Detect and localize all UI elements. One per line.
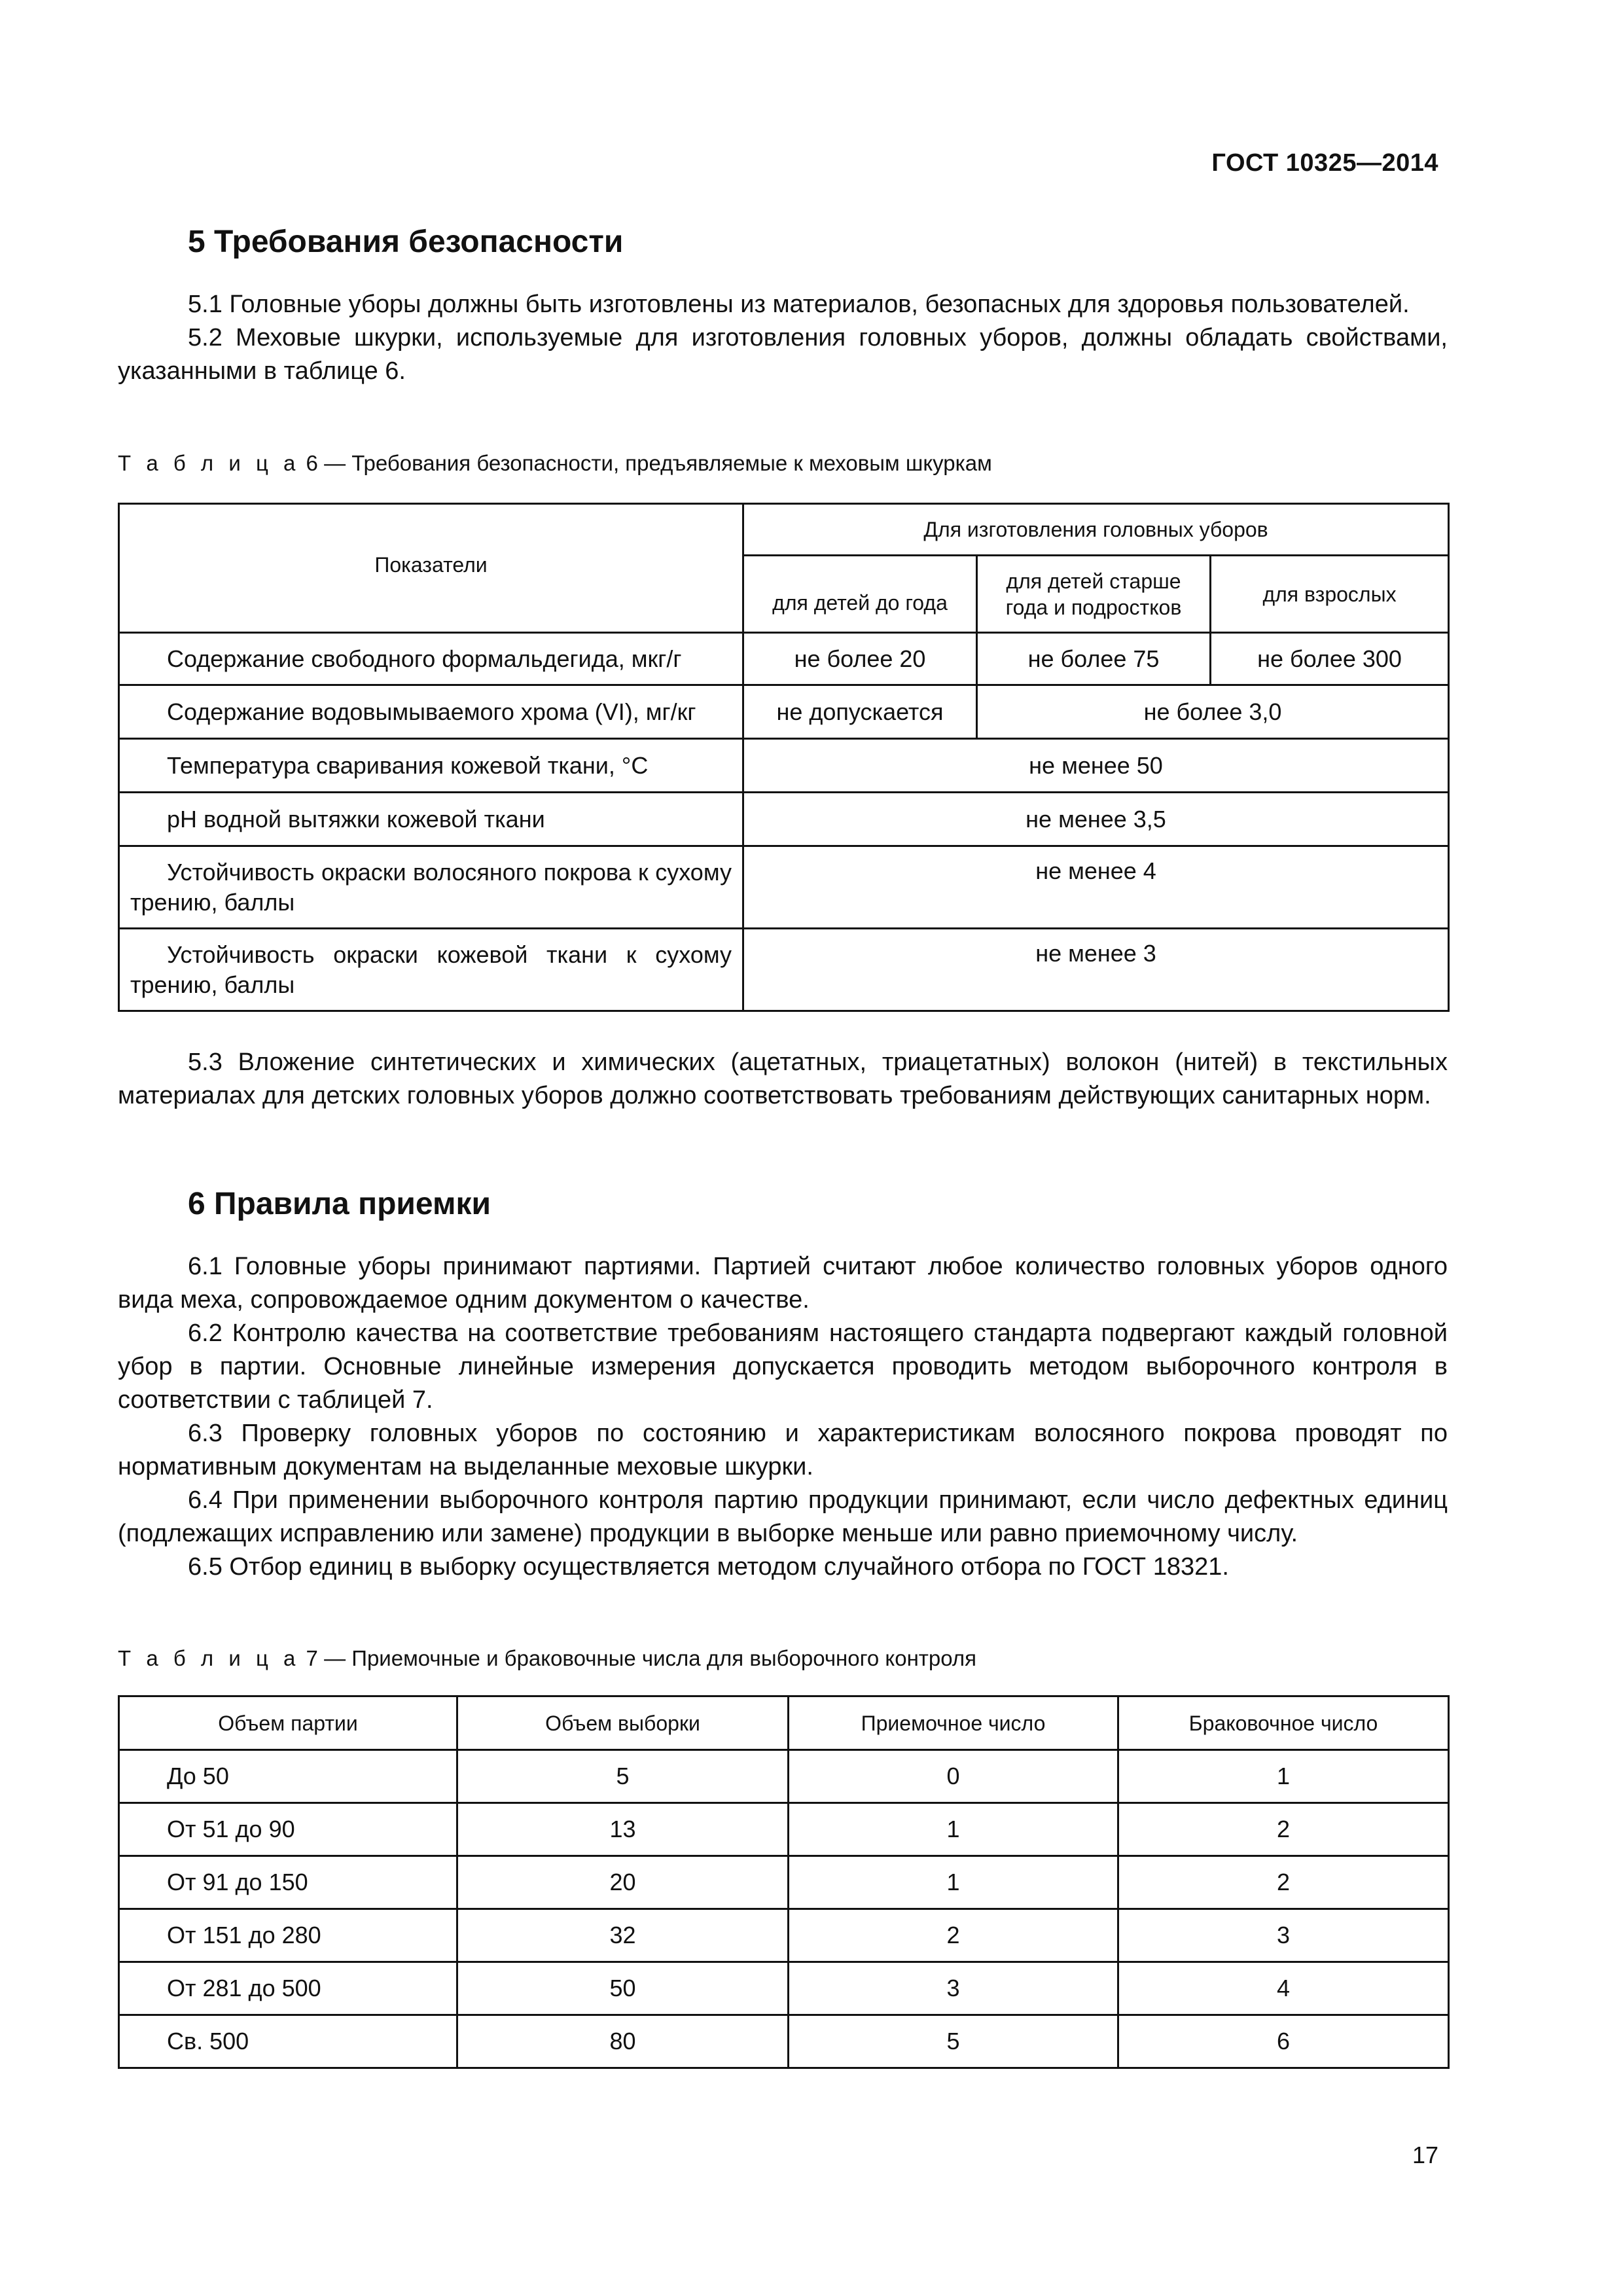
cell-sample-size: 50: [457, 1962, 789, 2015]
cell-rejection-number: 3: [1118, 1909, 1449, 1962]
table-6: [118, 503, 1450, 1012]
cell-rejection-number: 6: [1118, 2015, 1449, 2068]
paragraph-6-3: 6.3 Проверку головных уборов по состоянию и характеристикам волосяного покрова проводят по нормативным документам на выделанные меховые шкурки.: [118, 1420, 1448, 1480]
table-6-wrapper: [118, 503, 1448, 1012]
row-label: Температура сваривания кожевой ткани, °С: [119, 739, 743, 793]
cell-value: не менее 3,5: [743, 793, 1449, 846]
cell-value: не менее 4: [743, 846, 1449, 929]
table-7-header-rejection-number: Браковочное число: [1118, 1696, 1449, 1750]
table-7-header-lot-size: Объем партии: [119, 1696, 457, 1750]
table-row: [119, 793, 1449, 846]
paragraph-6-5: 6.5 Отбор единиц в выборку осуществляется методом случайного отбора по ГОСТ 18321.: [188, 1553, 1229, 1581]
paragraph-6-1: 6.1 Головные уборы принимают партиями. Партией считают любое количество головных уборов одного вида меха, сопровождаемое одним документом о качестве.: [118, 1253, 1448, 1314]
row-label: Содержание водовымываемого хрома (VI), мг/кг: [119, 685, 743, 739]
table-6-header-infants: для детей до года: [743, 556, 977, 633]
table-row: [119, 633, 1449, 685]
cell-acceptance-number: 5: [789, 2015, 1118, 2068]
cell-rejection-number: 2: [1118, 1803, 1449, 1856]
section-5: [118, 223, 1448, 388]
table-row: [119, 1856, 1449, 1909]
table-6-header-group: Для изготовления головных уборов: [743, 504, 1449, 556]
paragraph-5-2: 5.2 Меховые шкурки, используемые для изготовления головных уборов, должны обладать свойствами, указанными в таблице 6.: [118, 324, 1448, 385]
paragraph-6-2: 6.2 Контролю качества на соответствие требованиям настоящего стандарта подвергают каждый головной убор в партии. Основные линейные измерения допускается проводить методом выборочного контроля в соответствии с таблицей 7.: [118, 1319, 1448, 1414]
table-7-wrapper: [118, 1695, 1448, 2069]
table-7-caption-text: 7 — Приемочные и браковочные числа для выборочного контроля: [300, 1646, 977, 1670]
cell-value: не более 75: [977, 633, 1211, 685]
document-code: ГОСТ 10325—2014: [1211, 149, 1438, 177]
table-6-header-indicator: Показатели: [119, 504, 743, 633]
table-row: [119, 1962, 1449, 2015]
table-7: [118, 1695, 1450, 2069]
cell-sample-size: 32: [457, 1909, 789, 1962]
section-6-heading: 6 Правила приемки: [188, 1187, 491, 1221]
table-6-header-adults: для взрослых: [1211, 556, 1449, 633]
cell-sample-size: 5: [457, 1750, 789, 1803]
cell-rejection-number: 4: [1118, 1962, 1449, 2015]
table-7-caption-prefix: Т а б л и ц а: [118, 1646, 300, 1670]
table-6-caption-prefix: Т а б л и ц а: [118, 451, 300, 475]
cell-value: не более 20: [743, 633, 977, 685]
cell-acceptance-number: 2: [789, 1909, 1118, 1962]
cell-value: не более 300: [1211, 633, 1449, 685]
table-7-header-acceptance-number: Приемочное число: [789, 1696, 1118, 1750]
cell-lot-size: От 91 до 150: [119, 1856, 457, 1909]
cell-sample-size: 13: [457, 1803, 789, 1856]
paragraph-5-3-block: [118, 1046, 1448, 1113]
paragraph-5-1: 5.1 Головные уборы должны быть изготовлены из материалов, безопасных для здоровья пользователей.: [188, 291, 1410, 318]
cell-value: не более 3,0: [977, 685, 1449, 739]
cell-sample-size: 80: [457, 2015, 789, 2068]
cell-lot-size: От 151 до 280: [119, 1909, 457, 1962]
cell-value: не менее 3: [743, 929, 1449, 1011]
table-row: [119, 2015, 1449, 2068]
paragraph-6-4: 6.4 При применении выборочного контроля партию продукции принимают, если число дефектных единиц (подлежащих исправлению или замене) продукции в выборке меньше или равно приемочному числу.: [118, 1486, 1448, 1547]
table-7-header-sample-size: Объем выборки: [457, 1696, 789, 1750]
table-row: [119, 846, 1449, 929]
cell-rejection-number: 1: [1118, 1750, 1449, 1803]
cell-acceptance-number: 1: [789, 1856, 1118, 1909]
cell-value: не менее 50: [743, 739, 1449, 793]
table-row: [119, 1803, 1449, 1856]
cell-lot-size: От 51 до 90: [119, 1803, 457, 1856]
table-row: [119, 739, 1449, 793]
cell-acceptance-number: 0: [789, 1750, 1118, 1803]
table-6-caption: [118, 449, 1448, 478]
cell-sample-size: 20: [457, 1856, 789, 1909]
row-label: Устойчивость окраски кожевой ткани к сухому трению, баллы: [119, 929, 743, 1011]
cell-acceptance-number: 3: [789, 1962, 1118, 2015]
table-row: [119, 929, 1449, 1011]
table-row: [119, 685, 1449, 739]
cell-lot-size: До 50: [119, 1750, 457, 1803]
cell-lot-size: От 281 до 500: [119, 1962, 457, 2015]
cell-lot-size: Св. 500: [119, 2015, 457, 2068]
table-6-header-children: для детей старше года и подростков: [977, 556, 1211, 633]
section-5-heading: 5 Требования безопасности: [188, 224, 624, 259]
cell-rejection-number: 2: [1118, 1856, 1449, 1909]
table-row: [119, 1909, 1449, 1962]
page-number: 17: [1412, 2142, 1438, 2168]
section-6: [118, 1185, 1448, 1584]
cell-acceptance-number: 1: [789, 1803, 1118, 1856]
table-6-caption-text: 6 — Требования безопасности, предъявляемые к меховым шкуркам: [300, 451, 992, 475]
table-7-caption: [118, 1644, 1448, 1673]
cell-value: не допускается: [743, 685, 977, 739]
table-row: [119, 1750, 1449, 1803]
row-label: pH водной вытяжки кожевой ткани: [119, 793, 743, 846]
paragraph-5-3: 5.3 Вложение синтетических и химических (ацетатных, триацетатных) волокон (нитей) в текстильных материалах для детских головных уборов должно соответствовать требованиям действующих санитарных норм.: [118, 1049, 1448, 1109]
row-label: Содержание свободного формальдегида, мкг/г: [119, 633, 743, 685]
row-label: Устойчивость окраски волосяного покрова к сухому трению, баллы: [119, 846, 743, 929]
